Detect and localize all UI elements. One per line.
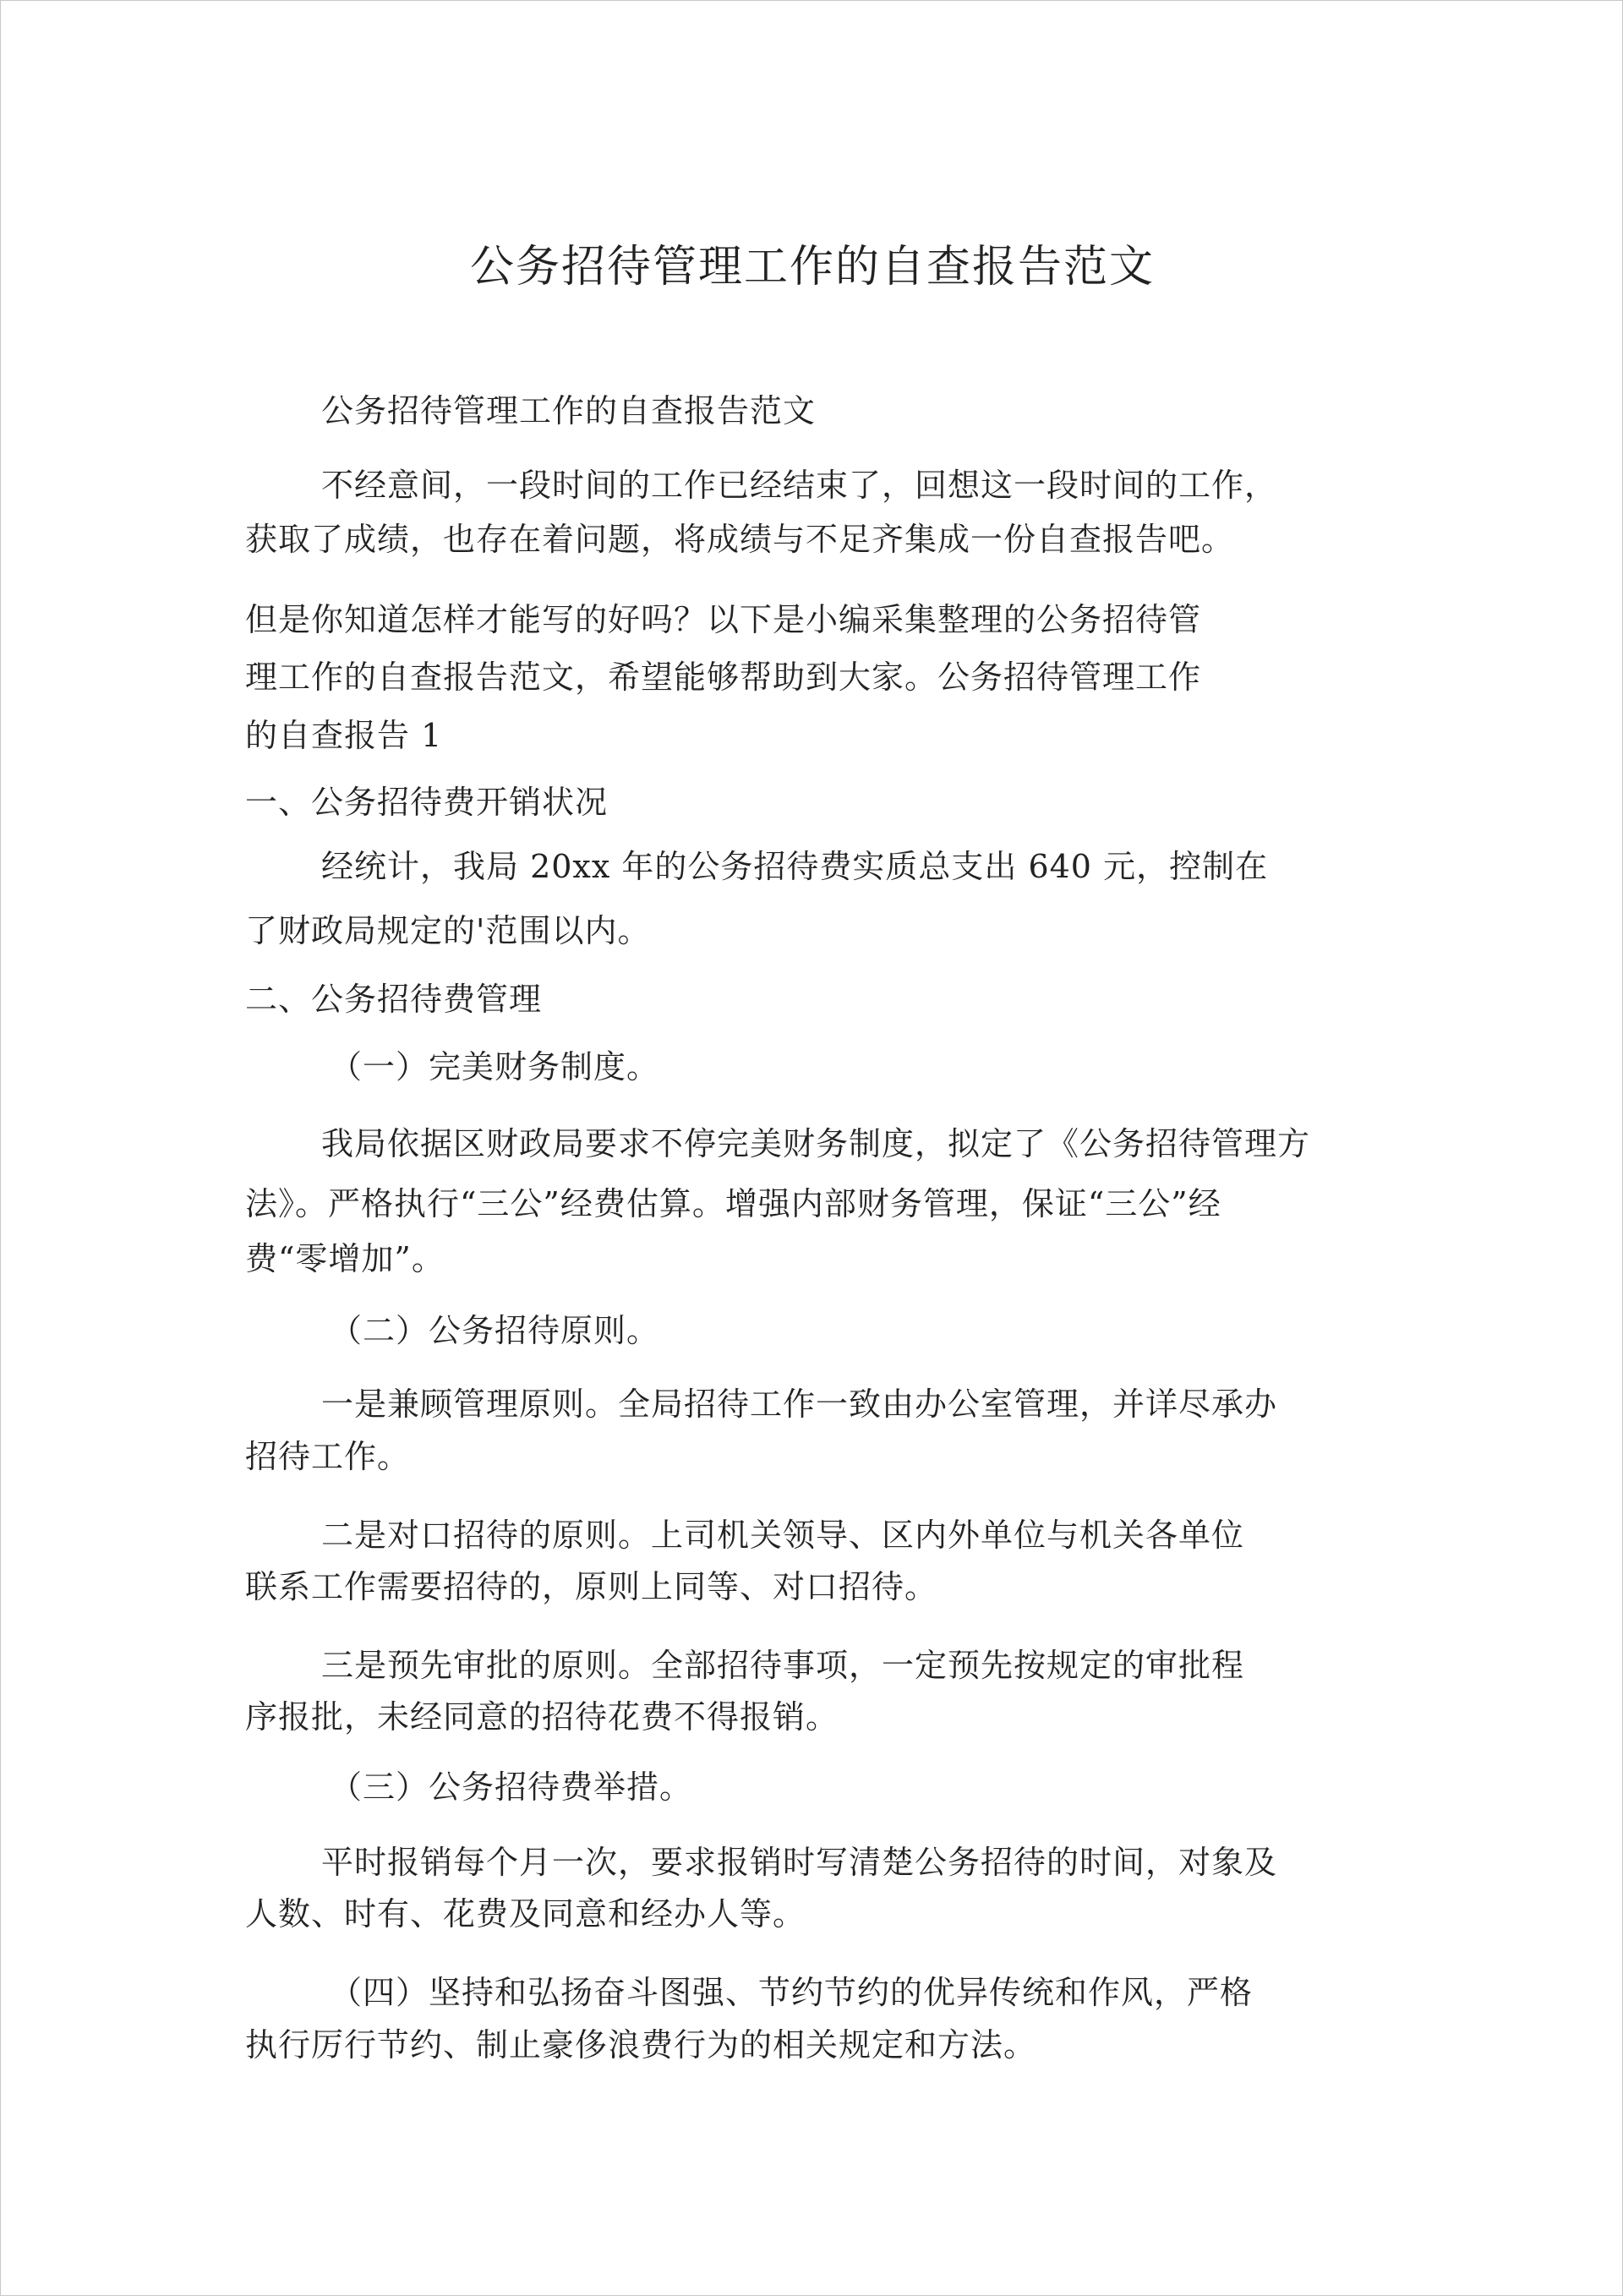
section-heading: 一、公务招待费开销状况 <box>245 784 609 821</box>
section-heading: 二、公务招待费管理 <box>245 981 543 1018</box>
paragraph-line: 联系工作需要招待的，原则上同等、对口招待。 <box>245 1568 938 1605</box>
paragraph-line: 一是兼顾管理原则。全局招待工作一致由办公室管理，并详尽承办 <box>321 1386 1278 1423</box>
paragraph-subtitle: 公务招待管理工作的自查报告范文 <box>321 392 817 429</box>
paragraph-line: 获取了成绩，也存在着问题，将成绩与不足齐集成一份自查报告吧。 <box>245 521 1235 558</box>
subsection-heading: （一）完美财务制度。 <box>330 1048 660 1085</box>
paragraph-line: 人数、时有、花费及同意和经办人等。 <box>245 1895 806 1932</box>
subsection-heading: （二）公务招待原则。 <box>330 1312 660 1349</box>
paragraph-line: 二是对口招待的原则。上司机关领导、区内外单位与机关各单位 <box>321 1517 1245 1554</box>
paragraph-line: 平时报销每个月一次，要求报销时写清楚公务招待的时间，对象及 <box>321 1844 1278 1881</box>
paragraph-line: 法》。严格执行“三公”经费估算。增强内部财务管理，保证“三公”经 <box>245 1185 1221 1222</box>
paragraph-line: 的自查报告 1 <box>245 717 443 754</box>
paragraph-line: 不经意间，一段时间的工作已经结束了，回想这一段时间的工作， <box>321 467 1278 504</box>
paragraph-line: 序报批，未经同意的招待花费不得报销。 <box>245 1698 839 1736</box>
paragraph-line: 理工作的自查报告范文，希望能够帮助到大家。公务招待管理工作 <box>245 659 1202 696</box>
paragraph-line: 费“零增加”。 <box>245 1240 445 1277</box>
paragraph-line: 三是预先审批的原则。全部招待事项，一定预先按规定的审批程 <box>321 1647 1245 1684</box>
document-title: 公务招待管理工作的自查报告范文 <box>469 242 1155 292</box>
paragraph-line: 了财政局规定的'范围以内。 <box>245 912 651 949</box>
subsection-heading: （三）公务招待费举措。 <box>330 1768 693 1806</box>
paragraph-line: 经统计，我局 20xx 年的公务招待费实质总支出 640 元，控制在 <box>321 848 1269 885</box>
paragraph-line: 但是你知道怎样才能写的好吗？以下是小编采集整理的公务招待管 <box>245 601 1202 638</box>
paragraph-line: （四）坚持和弘扬奋斗图强、节约节约的优异传统和作风，严格 <box>330 1974 1254 2011</box>
paragraph-line: 执行厉行节约、制止豪侈浪费行为的相关规定和方法。 <box>245 2026 1037 2064</box>
paragraph-line: 我局依据区财政局要求不停完美财务制度，拟定了《公务招待管理方 <box>321 1125 1311 1162</box>
paragraph-line: 招待工作。 <box>245 1438 411 1475</box>
